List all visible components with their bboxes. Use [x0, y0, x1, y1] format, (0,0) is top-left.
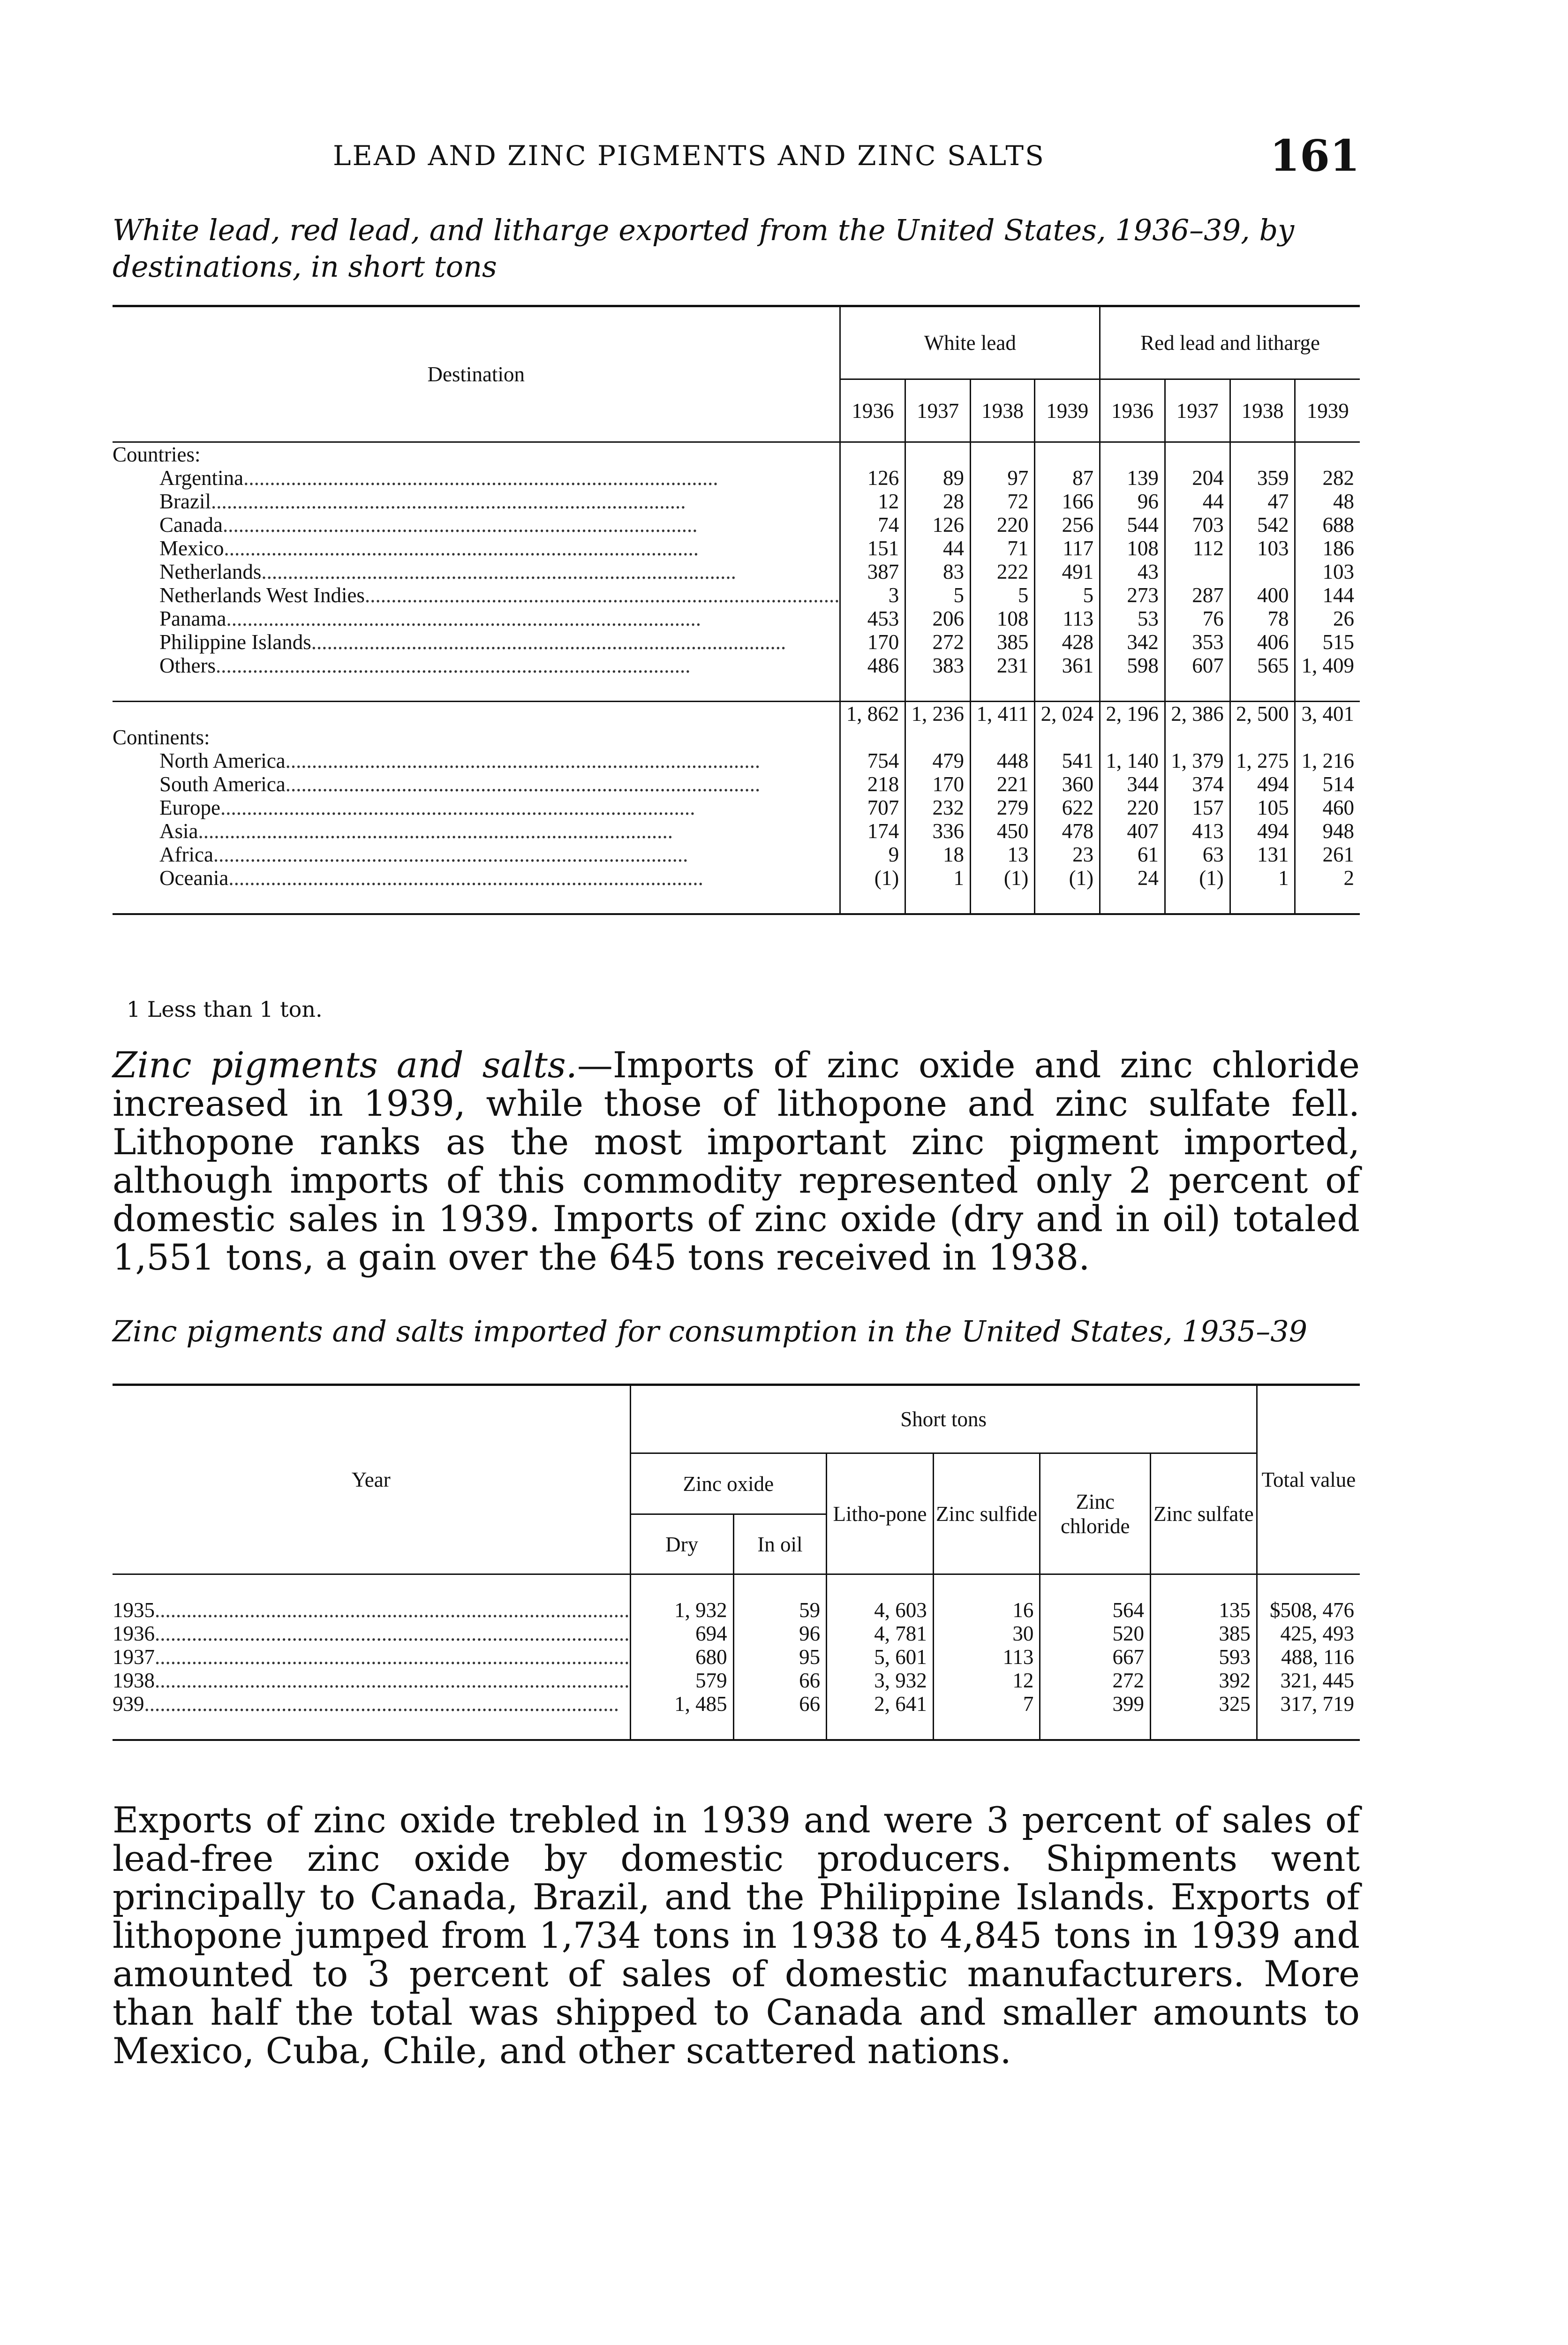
spacer-row: [113, 1716, 1360, 1740]
value-cell: 488, 116: [1257, 1645, 1360, 1669]
exports-table: [113, 305, 1360, 915]
value-cell: (1): [1035, 866, 1100, 890]
destination-label: Canada: [159, 513, 223, 537]
value-cell: 5: [971, 583, 1035, 607]
value-cell: 491: [1035, 560, 1100, 583]
in-oil-header: In oil: [733, 1514, 826, 1574]
value-cell: 166: [1035, 490, 1100, 513]
year-header: 1936: [1100, 379, 1165, 442]
value-cell: 30: [933, 1622, 1040, 1645]
value-cell: 413: [1165, 819, 1230, 843]
destination-row: [113, 537, 1360, 560]
value-cell: 4, 603: [827, 1598, 934, 1622]
value-cell: 71: [971, 537, 1035, 560]
leader-dots: ..........................................................................................: [155, 1622, 630, 1645]
value-cell: 564: [1040, 1598, 1151, 1622]
value-cell: [1165, 560, 1230, 583]
value-cell: 1: [1230, 866, 1295, 890]
group-label-row: [113, 442, 1360, 467]
value-cell: 53: [1100, 607, 1165, 630]
value-cell: 359: [1230, 466, 1295, 490]
destination-label: Africa: [159, 843, 213, 866]
value-cell: 1: [905, 866, 971, 890]
paragraph-lead-in: Zinc pigments and salts.: [113, 1044, 577, 1086]
total-cell: 1, 411: [971, 702, 1035, 726]
value-cell: 5: [905, 583, 971, 607]
leader-dots: ..........................................................................................: [155, 1669, 630, 1692]
value-cell: 425, 493: [1257, 1622, 1360, 1645]
value-cell: 97: [971, 466, 1035, 490]
value-cell: 221: [971, 772, 1035, 796]
year-header: 1939: [1035, 379, 1100, 442]
value-cell: 174: [840, 819, 905, 843]
value-cell: 287: [1165, 583, 1230, 607]
destination-row: [113, 654, 1360, 677]
leader-dots: ..........................................................................................: [364, 583, 840, 607]
value-cell: 607: [1165, 654, 1230, 677]
total-cell: 1, 236: [905, 702, 971, 726]
year-header: 1939: [1295, 379, 1360, 442]
value-cell: 44: [1165, 490, 1230, 513]
table2-caption: Zinc pigments and salts imported for consumption in the United States, 1935–39: [113, 1314, 1308, 1348]
value-cell: 707: [840, 796, 905, 819]
destination-name: [113, 560, 840, 583]
value-cell: 406: [1230, 630, 1295, 654]
year-label: 1937: [113, 1645, 155, 1669]
destination-name: [113, 772, 840, 796]
destination-row: [113, 772, 1360, 796]
destination-row: [113, 583, 1360, 607]
value-cell: 450: [971, 819, 1035, 843]
destination-label: Netherlands: [159, 560, 262, 583]
value-cell: 18: [905, 843, 971, 866]
value-cell: 272: [905, 630, 971, 654]
totals-section: [113, 702, 1360, 726]
value-cell: 66: [733, 1692, 826, 1716]
destination-label: Others: [159, 654, 216, 677]
value-cell: 565: [1230, 654, 1295, 677]
destination-label: Philippine Islands: [159, 630, 311, 654]
value-cell: 61: [1100, 843, 1165, 866]
value-cell: 321, 445: [1257, 1669, 1360, 1692]
red-lead-header: Red lead and litharge: [1100, 306, 1360, 379]
lithopone-header: Litho-pone: [827, 1453, 934, 1574]
value-cell: (1): [971, 866, 1035, 890]
running-head: [113, 130, 1360, 182]
year-row: [113, 1645, 1360, 1669]
countries-label: Countries:: [113, 443, 201, 466]
table1-footnote: 1 Less than 1 ton.: [127, 997, 323, 1022]
value-cell: 579: [630, 1669, 733, 1692]
value-cell: 948: [1295, 819, 1360, 843]
total-cell: 2, 500: [1230, 702, 1295, 726]
destination-name: [113, 630, 840, 654]
year-row: [113, 1692, 1360, 1716]
value-cell: 541: [1035, 749, 1100, 772]
value-cell: 2: [1295, 866, 1360, 890]
value-cell: 261: [1295, 843, 1360, 866]
destination-name: [113, 607, 840, 630]
value-cell: 282: [1295, 466, 1360, 490]
destination-label: Brazil: [159, 490, 211, 513]
value-cell: 28: [905, 490, 971, 513]
value-cell: 232: [905, 796, 971, 819]
zinc-chloride-header: Zinc chloride: [1040, 1453, 1151, 1574]
value-cell: 43: [1100, 560, 1165, 583]
value-cell: 83: [905, 560, 971, 583]
value-cell: 9: [840, 843, 905, 866]
value-cell: 144: [1295, 583, 1360, 607]
value-cell: $508, 476: [1257, 1598, 1360, 1622]
page-number: 161: [1269, 130, 1360, 181]
value-cell: 3: [840, 583, 905, 607]
value-cell: 1, 379: [1165, 749, 1230, 772]
countries-section: [113, 442, 1360, 702]
destination-name: [113, 513, 840, 537]
leader-dots: ..........................................................................................: [155, 1645, 630, 1669]
year-cell: [113, 1692, 630, 1716]
value-cell: 399: [1040, 1692, 1151, 1716]
leader-dots: ..........................................................................................: [285, 749, 761, 772]
leader-dots: ..........................................................................................: [144, 1692, 619, 1716]
leader-dots: ..........................................................................................: [211, 490, 686, 513]
value-cell: 494: [1230, 772, 1295, 796]
value-cell: 131: [1230, 843, 1295, 866]
value-cell: 103: [1295, 560, 1360, 583]
white-lead-header: White lead: [840, 306, 1100, 379]
year-label: 1936: [113, 1622, 155, 1645]
value-cell: 542: [1230, 513, 1295, 537]
year-cell: [113, 1645, 630, 1669]
leader-dots: ..........................................................................................: [222, 513, 698, 537]
value-cell: 4, 781: [827, 1622, 934, 1645]
value-cell: 407: [1100, 819, 1165, 843]
year-header: 1938: [971, 379, 1035, 442]
value-cell: 494: [1230, 819, 1295, 843]
value-cell: 13: [971, 843, 1035, 866]
group-label-row: [113, 726, 1360, 749]
value-cell: 220: [1100, 796, 1165, 819]
leader-dots: ..........................................................................................: [213, 843, 688, 866]
year-cell: [113, 1669, 630, 1692]
year-cell: [113, 1622, 630, 1645]
value-cell: 1, 216: [1295, 749, 1360, 772]
value-cell: 218: [840, 772, 905, 796]
value-cell: 23: [1035, 843, 1100, 866]
leader-dots: ..........................................................................................: [243, 466, 718, 490]
zinc-pigments-paragraph: [113, 1046, 1360, 1277]
value-cell: 353: [1165, 630, 1230, 654]
value-cell: 63: [1165, 843, 1230, 866]
year-cell: [113, 1598, 630, 1622]
year-label: 939: [113, 1692, 144, 1716]
destination-name: [113, 749, 840, 772]
destination-name: [113, 843, 840, 866]
destination-name: [113, 583, 840, 607]
value-cell: [1230, 560, 1295, 583]
destination-row: [113, 466, 1360, 490]
year-header: 1936: [840, 379, 905, 442]
destination-row: [113, 749, 1360, 772]
value-cell: 139: [1100, 466, 1165, 490]
value-cell: 113: [933, 1645, 1040, 1669]
destination-row: [113, 513, 1360, 537]
paragraph-text: —Imports of zinc oxide and zinc chloride increased in 1939, while those of lithopone and zinc sulfate fell. Lithopone ranks as the most important zinc pigment imported, although imports of this commodity represented only 2 percent of domestic sales in 1939. Imports of zinc oxide (dry and in oil) totaled 1,551 tons, a gain over the 645 tons received in 1938.: [113, 1044, 1360, 1278]
continents-label: Continents:: [113, 726, 210, 749]
table1-caption: White lead, red lead, and litharge exported from the United States, 1936–39, by destinations, in short tons: [113, 213, 1295, 284]
leader-dots: ..........................................................................................: [215, 654, 691, 677]
value-cell: 5, 601: [827, 1645, 934, 1669]
value-cell: 515: [1295, 630, 1360, 654]
destination-name: [113, 537, 840, 560]
value-cell: 7: [933, 1692, 1040, 1716]
destination-name: [113, 819, 840, 843]
value-cell: 1, 140: [1100, 749, 1165, 772]
value-cell: 514: [1295, 772, 1360, 796]
exports-paragraph: Exports of zinc oxide trebled in 1939 and were 3 percent of sales of lead-free zinc oxide by domestic producers. Shipments went principally to Canada, Brazil, and the Philippine Islands. Exports of lithopone jumped from 1,734 tons in 1938 to 4,845 tons in 1939 and amounted to 3 percent of sales of domestic manufacturers. More than half the total was shipped to Canada and smaller amounts to Mexico, Cuba, Chile, and other scattered nations.: [113, 1799, 1360, 2072]
destination-name: [113, 796, 840, 819]
leader-dots: ..........................................................................................: [285, 772, 761, 796]
value-cell: 1, 485: [630, 1692, 733, 1716]
spacer-row: [113, 890, 1360, 914]
year-header: 1937: [905, 379, 971, 442]
total-value-header: Total value: [1257, 1385, 1360, 1574]
value-cell: 76: [1165, 607, 1230, 630]
value-cell: 126: [840, 466, 905, 490]
year-row: [113, 1598, 1360, 1622]
value-cell: 680: [630, 1645, 733, 1669]
destination-label: Panama: [159, 607, 226, 630]
destination-name: [113, 490, 840, 513]
value-cell: 703: [1165, 513, 1230, 537]
value-cell: 694: [630, 1622, 733, 1645]
year-row: [113, 1622, 1360, 1645]
destination-row: [113, 560, 1360, 583]
value-cell: (1): [840, 866, 905, 890]
value-cell: 186: [1295, 537, 1360, 560]
value-cell: 16: [933, 1598, 1040, 1622]
value-cell: 48: [1295, 490, 1360, 513]
value-cell: 3, 932: [827, 1669, 934, 1692]
value-cell: 222: [971, 560, 1035, 583]
value-cell: 453: [840, 607, 905, 630]
value-cell: 593: [1151, 1645, 1257, 1669]
value-cell: 273: [1100, 583, 1165, 607]
value-cell: 385: [1151, 1622, 1257, 1645]
zinc-sulfide-header: Zinc sulfide: [933, 1453, 1040, 1574]
value-cell: 47: [1230, 490, 1295, 513]
value-cell: 479: [905, 749, 971, 772]
value-cell: 688: [1295, 513, 1360, 537]
year-header: 1938: [1230, 379, 1295, 442]
value-cell: 95: [733, 1645, 826, 1669]
imports-table: [113, 1384, 1360, 1741]
value-cell: 72: [971, 490, 1035, 513]
destination-name: [113, 866, 840, 890]
value-cell: 231: [971, 654, 1035, 677]
value-cell: 103: [1230, 537, 1295, 560]
value-cell: 392: [1151, 1669, 1257, 1692]
value-cell: 428: [1035, 630, 1100, 654]
value-cell: 344: [1100, 772, 1165, 796]
value-cell: 279: [971, 796, 1035, 819]
zinc-oxide-header: Zinc oxide: [630, 1453, 827, 1514]
value-cell: 754: [840, 749, 905, 772]
leader-dots: ..........................................................................................: [311, 630, 786, 654]
value-cell: 74: [840, 513, 905, 537]
value-cell: 460: [1295, 796, 1360, 819]
value-cell: (1): [1165, 866, 1230, 890]
total-cell: 2, 024: [1035, 702, 1100, 726]
year-label: 1935: [113, 1598, 155, 1622]
year-header: Year: [113, 1385, 630, 1574]
leader-dots: ..........................................................................................: [228, 866, 703, 890]
value-cell: 44: [905, 537, 971, 560]
value-cell: 135: [1151, 1598, 1257, 1622]
value-cell: 598: [1100, 654, 1165, 677]
destination-row: [113, 843, 1360, 866]
destination-row: [113, 490, 1360, 513]
spacer-row: [113, 1574, 1360, 1599]
destination-label: Argentina: [159, 466, 244, 490]
leader-dots: ..........................................................................................: [220, 796, 695, 819]
destination-label: Netherlands West Indies: [159, 583, 365, 607]
value-cell: 336: [905, 819, 971, 843]
value-cell: 113: [1035, 607, 1100, 630]
value-cell: 87: [1035, 466, 1100, 490]
value-cell: 1, 275: [1230, 749, 1295, 772]
value-cell: 448: [971, 749, 1035, 772]
value-cell: 360: [1035, 772, 1100, 796]
destination-header: Destination: [113, 306, 840, 442]
value-cell: 5: [1035, 583, 1100, 607]
value-cell: 383: [905, 654, 971, 677]
value-cell: 105: [1230, 796, 1295, 819]
value-cell: 256: [1035, 513, 1100, 537]
leader-dots: ..........................................................................................: [261, 560, 736, 583]
value-cell: 622: [1035, 796, 1100, 819]
value-cell: 342: [1100, 630, 1165, 654]
value-cell: 170: [840, 630, 905, 654]
running-title: LEAD AND ZINC PIGMENTS AND ZINC SALTS: [333, 140, 1045, 172]
value-cell: 272: [1040, 1669, 1151, 1692]
value-cell: 108: [971, 607, 1035, 630]
imports-body: [113, 1574, 1360, 1740]
value-cell: 89: [905, 466, 971, 490]
year-header: 1937: [1165, 379, 1230, 442]
value-cell: 667: [1040, 1645, 1151, 1669]
destination-row: [113, 819, 1360, 843]
value-cell: 112: [1165, 537, 1230, 560]
value-cell: 12: [933, 1669, 1040, 1692]
value-cell: 2, 641: [827, 1692, 934, 1716]
destination-label: South America: [159, 772, 286, 796]
year-row: [113, 1669, 1360, 1692]
destination-label: North America: [159, 749, 286, 772]
leader-dots: ..........................................................................................: [226, 607, 701, 630]
leader-dots: ..........................................................................................: [155, 1598, 630, 1622]
value-cell: 486: [840, 654, 905, 677]
value-cell: 117: [1035, 537, 1100, 560]
destination-label: Asia: [159, 819, 198, 843]
value-cell: 206: [905, 607, 971, 630]
value-cell: 385: [971, 630, 1035, 654]
value-cell: 170: [905, 772, 971, 796]
total-cell: 3, 401: [1295, 702, 1360, 726]
value-cell: 220: [971, 513, 1035, 537]
leader-dots: ..........................................................................................: [198, 819, 673, 843]
value-cell: 12: [840, 490, 905, 513]
value-cell: 151: [840, 537, 905, 560]
destination-name: [113, 654, 840, 677]
value-cell: 26: [1295, 607, 1360, 630]
destination-name: [113, 466, 840, 490]
value-cell: 317, 719: [1257, 1692, 1360, 1716]
value-cell: 96: [1100, 490, 1165, 513]
value-cell: 374: [1165, 772, 1230, 796]
short-tons-header: Short tons: [630, 1385, 1257, 1453]
value-cell: 24: [1100, 866, 1165, 890]
destination-row: [113, 607, 1360, 630]
year-label: 1938: [113, 1669, 155, 1692]
destination-label: Oceania: [159, 866, 229, 890]
value-cell: 108: [1100, 537, 1165, 560]
value-cell: 400: [1230, 583, 1295, 607]
destination-row: [113, 866, 1360, 890]
value-cell: 478: [1035, 819, 1100, 843]
value-cell: 66: [733, 1669, 826, 1692]
spacer-row: [113, 677, 1360, 702]
value-cell: 96: [733, 1622, 826, 1645]
value-cell: 126: [905, 513, 971, 537]
value-cell: 204: [1165, 466, 1230, 490]
value-cell: 520: [1040, 1622, 1151, 1645]
zinc-sulfate-header: Zinc sulfate: [1151, 1453, 1257, 1574]
totals-row: [113, 702, 1360, 726]
destination-label: Europe: [159, 796, 220, 819]
value-cell: 544: [1100, 513, 1165, 537]
destination-row: [113, 796, 1360, 819]
value-cell: 1, 932: [630, 1598, 733, 1622]
destination-row: [113, 630, 1360, 654]
value-cell: 361: [1035, 654, 1100, 677]
value-cell: 78: [1230, 607, 1295, 630]
value-cell: 387: [840, 560, 905, 583]
value-cell: 157: [1165, 796, 1230, 819]
value-cell: 59: [733, 1598, 826, 1622]
value-cell: 325: [1151, 1692, 1257, 1716]
total-cell: 1, 862: [840, 702, 905, 726]
continents-section: [113, 726, 1360, 914]
dry-header: Dry: [630, 1514, 733, 1574]
total-cell: 2, 196: [1100, 702, 1165, 726]
value-cell: 1, 409: [1295, 654, 1360, 677]
total-cell: 2, 386: [1165, 702, 1230, 726]
destination-label: Mexico: [159, 537, 224, 560]
leader-dots: ..........................................................................................: [224, 537, 699, 560]
